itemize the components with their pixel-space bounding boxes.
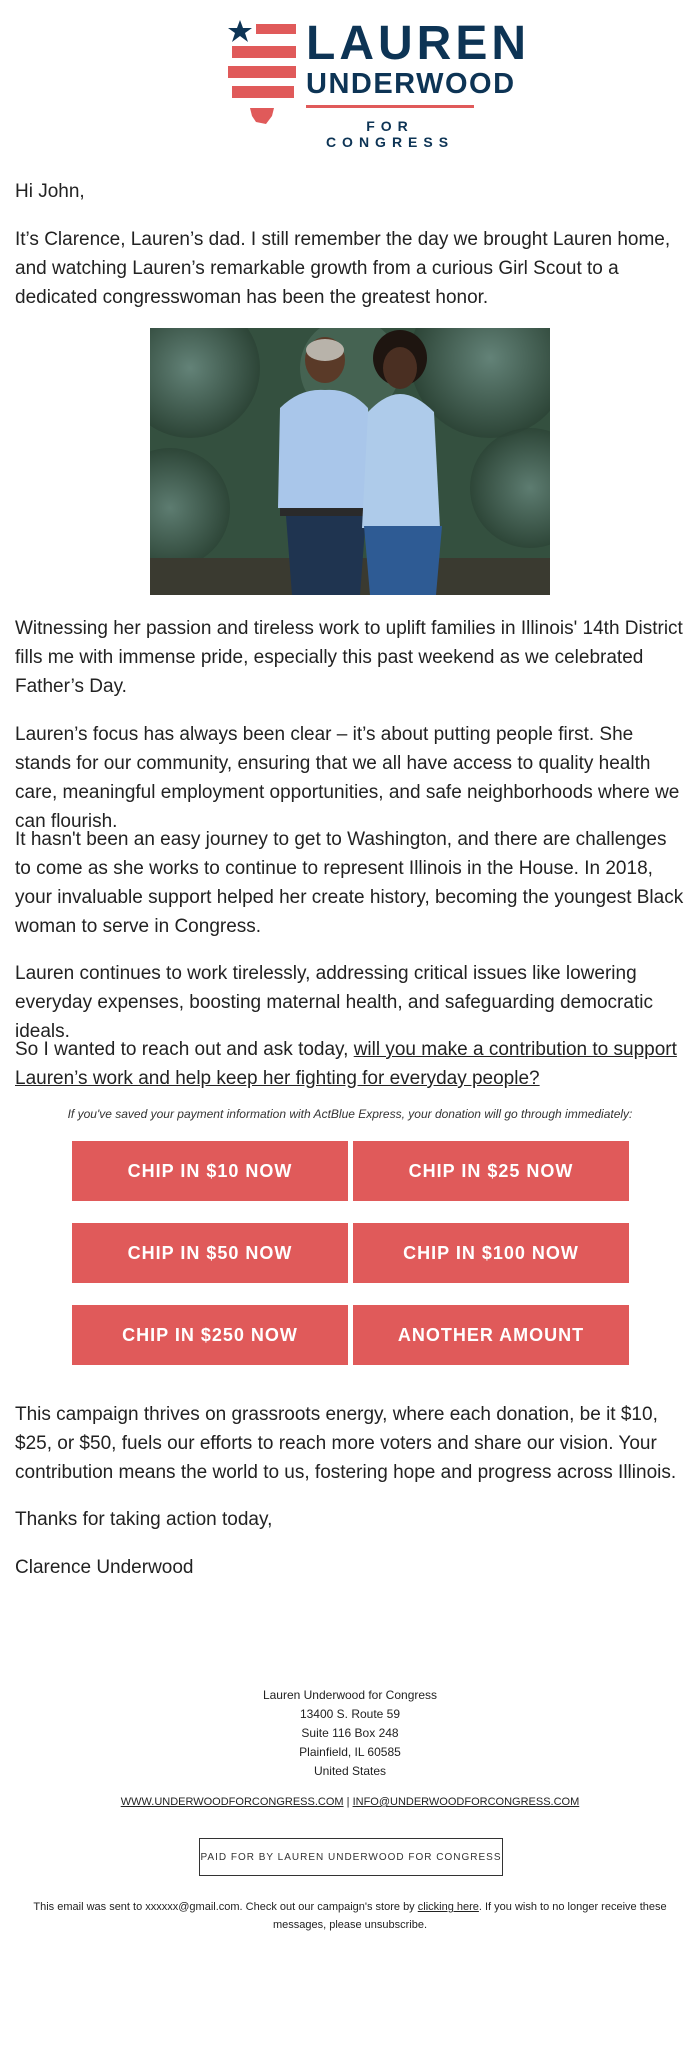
chip-in-250-button[interactable]: CHIP IN $250 NOW <box>72 1305 348 1365</box>
actblue-express-note: If you've saved your payment information with ActBlue Express, your donation will go through immediately: <box>67 1107 633 1121</box>
footer-org: Lauren Underwood for Congress <box>262 1688 438 1702</box>
paid-for-disclaimer: PAID FOR BY LAUREN UNDERWOOD FOR CONGRESS <box>199 1838 503 1876</box>
footer-country: United States <box>313 1764 387 1778</box>
footer-address <box>0 1686 700 1781</box>
ask-intro: So I wanted to reach out and ask today, <box>15 1039 354 1060</box>
paragraph-ask <box>15 1035 687 1093</box>
family-photo <box>150 328 550 595</box>
website-link[interactable]: WWW.UNDERWOODFORCONGRESS.COM <box>120 1796 344 1808</box>
link-separator: | <box>343 1796 353 1808</box>
email-link[interactable]: INFO@UNDERWOODFORCONGRESS.COM <box>352 1796 580 1808</box>
illinois-flag-icon <box>226 18 300 136</box>
signature: Clarence Underwood <box>15 1557 194 1578</box>
contribute-link[interactable]: will you make a contribution to support Lauren’s work and help keep her fighting for everyday people? <box>15 1039 677 1089</box>
logo-surname: UNDERWOOD <box>306 68 516 100</box>
logo-tagline: FOR CONGRESS <box>325 118 455 150</box>
paragraph-grassroots: This campaign thrives on grassroots energy, where each donation, be it $10, $25, or $50, fuels our efforts to reach more voters and share our vision. Your contribution means the world to us, fostering hope and progress across Illinois. <box>15 1404 677 1483</box>
logo-name: LAUREN <box>306 17 530 70</box>
paragraph-focus: Lauren’s focus has always been clear – it’s about putting people first. She stands for our community, ensuring that we all have access to quality health care, meaningful employment opportunities, and safe neighborhoods where we can flourish. <box>15 724 680 832</box>
chip-in-100-button[interactable]: CHIP IN $100 NOW <box>353 1223 629 1283</box>
paragraph-issues: Lauren continues to work tirelessly, addressing critical issues like lowering everyday expenses, boosting maternal health, and safeguarding democratic ideals. <box>15 963 653 1042</box>
greeting: Hi John, <box>15 181 85 202</box>
footer-address2: Suite 116 Box 248 <box>301 1726 399 1740</box>
footer-city: Plainfield, IL 60585 <box>299 1745 401 1759</box>
footer-address1: 13400 S. Route 59 <box>299 1707 401 1721</box>
legal-post: . If you wish to no longer receive these messages, please unsubscribe. <box>272 1901 667 1931</box>
store-link[interactable]: clicking here <box>417 1901 479 1913</box>
paragraph-intro: It’s Clarence, Lauren’s dad. I still remember the day we brought Lauren home, and watching Lauren’s remarkable growth from a curious Girl Scout to a dedicated congresswoman has been the greatest honor. <box>15 229 671 308</box>
logo-divider <box>306 105 474 108</box>
another-amount-button[interactable]: ANOTHER AMOUNT <box>353 1305 629 1365</box>
chip-in-50-button[interactable]: CHIP IN $50 NOW <box>72 1223 348 1283</box>
chip-in-10-button[interactable]: CHIP IN $10 NOW <box>72 1141 348 1201</box>
closing: Thanks for taking action today, <box>15 1509 273 1530</box>
footer-links <box>0 1796 700 1808</box>
legal-text <box>30 1898 670 1934</box>
chip-in-25-button[interactable]: CHIP IN $25 NOW <box>353 1141 629 1201</box>
legal-pre: This email was sent to xxxxxx@gmail.com. Check out our campaign's store by <box>33 1901 418 1913</box>
paragraph-journey: It hasn't been an easy journey to get to Washington, and there are challenges to come as she works to continue to represent Illinois in the House. In 2018, your invaluable support helped her create history, becoming the youngest Black woman to serve in Congress. <box>15 829 684 937</box>
paragraph-pride: Witnessing her passion and tireless work to uplift families in Illinois' 14th District fills me with immense pride, especially this past weekend as we celebrated Father’s Day. <box>15 618 683 697</box>
campaign-logo <box>226 17 530 150</box>
